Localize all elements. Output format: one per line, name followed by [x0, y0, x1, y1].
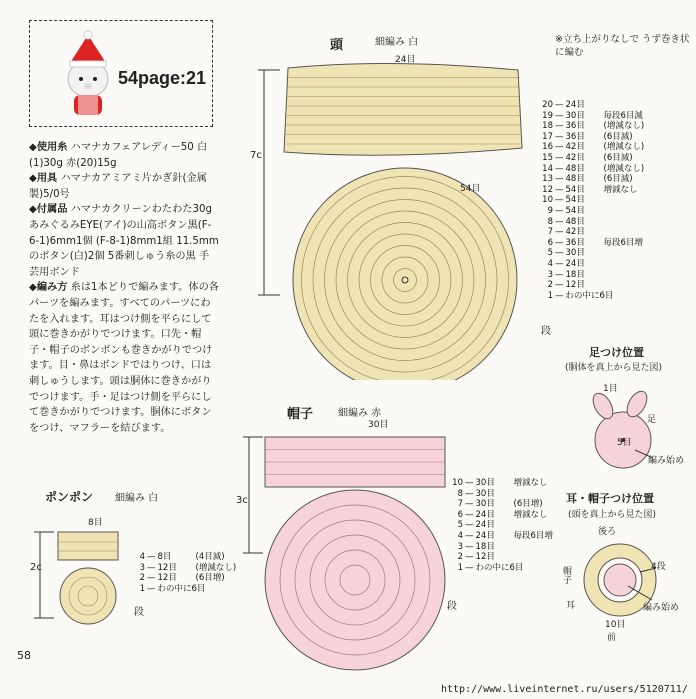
head-title: 頭 — [330, 38, 344, 53]
row-entry — [443, 520, 553, 531]
row-number: 20 — [542, 100, 553, 110]
row-number: 5 — [547, 248, 553, 259]
row-count: 36目 — [565, 121, 585, 132]
row-entry — [443, 489, 553, 500]
row-entry — [533, 227, 644, 238]
row-entry — [125, 573, 236, 584]
row-number: 4 — [139, 552, 145, 562]
row-dash: — — [555, 237, 564, 248]
pompom-top-count: 8目 — [88, 518, 103, 528]
row-entry — [443, 499, 553, 510]
row-dash: — — [465, 552, 474, 563]
row-entry — [533, 111, 644, 122]
feet-label-1: 1目 — [603, 384, 618, 394]
row-count: 48目 — [565, 174, 585, 185]
row-dash: — — [147, 562, 156, 573]
row-dash: — — [555, 184, 564, 195]
pompom-row-table — [125, 552, 236, 594]
row-count: 12目 — [157, 573, 177, 584]
head-diagram — [240, 30, 540, 380]
row-dash: — — [555, 174, 564, 185]
row-note: (4目減) — [195, 552, 225, 562]
row-count: 30目 — [565, 110, 585, 121]
row-count: 12目 — [157, 562, 177, 573]
hat-row-label: 段 — [447, 601, 457, 612]
row-entry — [533, 164, 644, 175]
row-count: 8目 — [157, 552, 172, 562]
row-number: 10 — [542, 195, 553, 206]
hat-row-table — [443, 478, 553, 573]
row-note: (6目減) — [603, 152, 633, 163]
row-note: (増減なし) — [195, 562, 237, 573]
row-note: 増減なし — [513, 478, 548, 488]
row-note: 増減なし — [603, 184, 638, 195]
row-count: 24目 — [475, 520, 495, 531]
row-number: 17 — [542, 131, 553, 142]
head-height: 7c — [250, 150, 262, 161]
row-number: 3 — [547, 269, 553, 280]
row-note: (増減なし) — [603, 163, 645, 174]
row-number: 6 — [457, 509, 463, 520]
row-note: (増減なし) — [603, 142, 645, 153]
ears-front: 前 — [607, 633, 617, 643]
row-dash: — — [465, 488, 474, 499]
row-count: 36目 — [565, 131, 585, 142]
ears-label-start: 編み始め — [643, 603, 680, 613]
row-number: 14 — [542, 163, 553, 174]
row-entry — [533, 132, 644, 143]
row-entry — [533, 217, 644, 228]
row-dash: — — [465, 541, 474, 552]
head-row-label: 段 — [541, 326, 551, 337]
row-entry — [533, 238, 644, 249]
row-dash: — — [465, 478, 474, 488]
ears-hat: 帽子 — [561, 566, 571, 584]
head-yarn: 細編み 白 — [375, 37, 419, 48]
hat-height: 3c — [236, 495, 248, 506]
materials-method: ◆編み方 糸は1本どりで編みます。体の各パーツを編みます。すべてのパーツにわたを入れます。耳はつけ側を平らにして頭に巻きかがりでつけます。口先・帽子・帽子のボンボンも巻きかがりでつけます。目・鼻はボンドではりつけ、口は刺しゅうします。頭は胴体に巻きかがりでつけます。手・足はつけ側を平らにして巻きかがりでつけます。胴体にボタンをつけ、マフラーを結びます。 — [29, 282, 219, 434]
row-note: 毎段6目増 — [513, 530, 553, 541]
row-dash: — — [555, 269, 564, 280]
hat-top-count: 30目 — [368, 420, 389, 430]
row-count: 30目 — [475, 478, 495, 488]
ears-label-4: 4段 — [651, 562, 666, 572]
row-number: 16 — [542, 142, 553, 153]
row-number: 10 — [452, 478, 463, 488]
materials-tools: ◆用具 ハマナカアミアミ片かぎ針(金属製)5/0号 — [29, 173, 207, 200]
row-number: 2 — [457, 552, 463, 563]
pompom-row-label: 段 — [134, 607, 144, 618]
ears-ear: 耳 — [566, 601, 576, 611]
row-count: わの中に6目 — [157, 583, 206, 594]
row-entry — [533, 291, 644, 302]
materials-block — [29, 140, 219, 436]
row-dash: — — [555, 131, 564, 142]
row-count: 48目 — [565, 163, 585, 174]
row-entry — [443, 542, 553, 553]
row-number: 12 — [542, 184, 553, 195]
hat-title: 帽子 — [287, 407, 314, 422]
row-dash: — — [465, 562, 474, 573]
row-dash: — — [555, 121, 564, 132]
row-number: 3 — [139, 562, 145, 573]
materials-yarn: ◆使用糸 ハマナカフェアレディー50 白(1)30g 赤(20)15g — [29, 142, 208, 169]
row-note: (6目減) — [603, 174, 633, 185]
head-top-count: 24目 — [395, 55, 416, 65]
row-entry — [443, 563, 553, 574]
row-count: 12目 — [565, 280, 585, 291]
row-entry — [533, 248, 644, 259]
head-row-table — [533, 100, 644, 301]
hat-diagram — [235, 415, 455, 685]
page-number: 58 — [17, 649, 31, 662]
row-entry — [533, 142, 644, 153]
row-dash: — — [465, 509, 474, 520]
row-dash: — — [555, 163, 564, 174]
row-number: 4 — [547, 258, 553, 269]
row-count: 42目 — [565, 142, 585, 153]
row-number: 3 — [457, 541, 463, 552]
santa-bear-photo — [48, 29, 128, 119]
row-dash: — — [555, 152, 564, 163]
feet-title: 足つけ位置 — [589, 346, 644, 359]
row-entry — [533, 100, 644, 111]
row-number: 9 — [547, 205, 553, 216]
row-count: 42目 — [565, 152, 585, 163]
row-count: 36目 — [565, 237, 585, 248]
row-entry — [533, 195, 644, 206]
row-entry — [533, 153, 644, 164]
hat-yarn: 細編み 赤 — [338, 408, 382, 419]
row-count: 54目 — [565, 205, 585, 216]
row-entry — [533, 259, 644, 270]
pompom-title: ポンポン — [45, 490, 94, 504]
row-note: (増減なし) — [603, 121, 645, 132]
row-note: (6目増) — [195, 573, 225, 584]
row-number: 18 — [542, 121, 553, 132]
row-number: 1 — [139, 583, 145, 594]
row-dash: — — [147, 573, 156, 584]
row-number: 8 — [547, 216, 553, 227]
row-entry — [443, 478, 553, 489]
row-count: 24目 — [475, 509, 495, 520]
row-dash: — — [147, 552, 156, 562]
row-number: 1 — [457, 562, 463, 573]
row-count: 54目 — [565, 184, 585, 195]
row-entry — [443, 531, 553, 542]
row-dash: — — [555, 258, 564, 269]
row-entry — [125, 584, 236, 595]
row-dash: — — [465, 499, 474, 510]
row-entry — [533, 174, 644, 185]
pompom-yarn: 細編み 白 — [115, 493, 159, 504]
row-entry — [125, 552, 236, 563]
row-note: (6目増) — [513, 499, 543, 510]
feet-label-leg: 足 — [647, 415, 657, 425]
ears-back: 後ろ — [598, 527, 617, 537]
row-entry — [443, 510, 553, 521]
row-dash: — — [555, 280, 564, 291]
source-url[interactable]: http://www.liveinternet.ru/users/5120711/ — [441, 684, 688, 695]
row-number: 1 — [547, 290, 553, 301]
row-number: 7 — [547, 227, 553, 238]
row-dash: — — [555, 248, 564, 259]
row-dash: — — [555, 290, 564, 301]
row-note: 毎段6目減 — [603, 110, 643, 121]
row-number: 8 — [457, 488, 463, 499]
row-count: 30目 — [475, 488, 495, 499]
row-number: 19 — [542, 110, 553, 121]
page-reference: 54page:21 — [118, 68, 207, 88]
row-dash: — — [555, 142, 564, 153]
row-dash: — — [555, 227, 564, 238]
row-entry — [533, 280, 644, 291]
row-note: (6目減) — [603, 131, 633, 142]
feet-label-5: 5目 — [617, 438, 632, 448]
row-count: 12目 — [475, 552, 495, 563]
feet-subtitle: (胴体を真上から見た図) — [565, 363, 663, 373]
row-dash: — — [555, 100, 564, 110]
pompom-diagram — [28, 518, 138, 628]
ears-subtitle: (頭を真上から見た図) — [568, 510, 657, 520]
row-count: 48目 — [565, 216, 585, 227]
row-entry — [533, 206, 644, 217]
feet-label-start: 編み始め — [648, 456, 685, 466]
row-number: 7 — [457, 499, 463, 510]
materials-accessories: ◆付属品 ハマナカクリーンわたわた30g あみぐるみEYE(アイ)の山高ボタン黒(F-6-1)6mm1個 (F-8-1)8mm1組 11.5mmのボタン(白)2個 5番刺しゅう糸の黒 手芸用ボンド — [29, 204, 219, 278]
row-entry — [125, 563, 236, 574]
row-count: 18目 — [475, 541, 495, 552]
row-note: 増減なし — [513, 509, 548, 520]
row-entry — [533, 185, 644, 196]
head-top-note: ※立ち上がりなしで うず巻き状に編む — [555, 34, 690, 58]
row-dash: — — [465, 520, 474, 531]
row-number: 15 — [542, 152, 553, 163]
row-number: 2 — [139, 573, 145, 584]
row-count: 30目 — [565, 248, 585, 259]
row-count: 30目 — [475, 499, 495, 510]
row-dash: — — [147, 583, 156, 594]
row-number: 6 — [547, 237, 553, 248]
row-entry — [533, 270, 644, 281]
row-count: わの中に6目 — [565, 290, 614, 301]
row-number: 4 — [457, 530, 463, 541]
row-note: 毎段6目増 — [603, 237, 643, 248]
row-count: 54目 — [565, 195, 585, 206]
row-dash: — — [555, 216, 564, 227]
row-dash: — — [465, 530, 474, 541]
row-dash: — — [555, 205, 564, 216]
row-entry — [443, 552, 553, 563]
row-count: 24目 — [565, 100, 585, 110]
row-dash: — — [555, 110, 564, 121]
row-count: わの中に6目 — [475, 562, 524, 573]
row-count: 24目 — [475, 530, 495, 541]
row-count: 24目 — [565, 258, 585, 269]
row-entry — [533, 121, 644, 132]
row-count: 42目 — [565, 227, 585, 238]
row-number: 5 — [457, 520, 463, 531]
pompom-height: 2c — [30, 562, 42, 573]
ears-title: 耳・帽子つけ位置 — [566, 492, 654, 505]
ears-label-10: 10目 — [605, 620, 626, 630]
head-mid-count: 54目 — [460, 184, 481, 194]
row-count: 18目 — [565, 269, 585, 280]
row-dash: — — [555, 195, 564, 206]
row-number: 2 — [547, 280, 553, 291]
row-number: 13 — [542, 174, 553, 185]
